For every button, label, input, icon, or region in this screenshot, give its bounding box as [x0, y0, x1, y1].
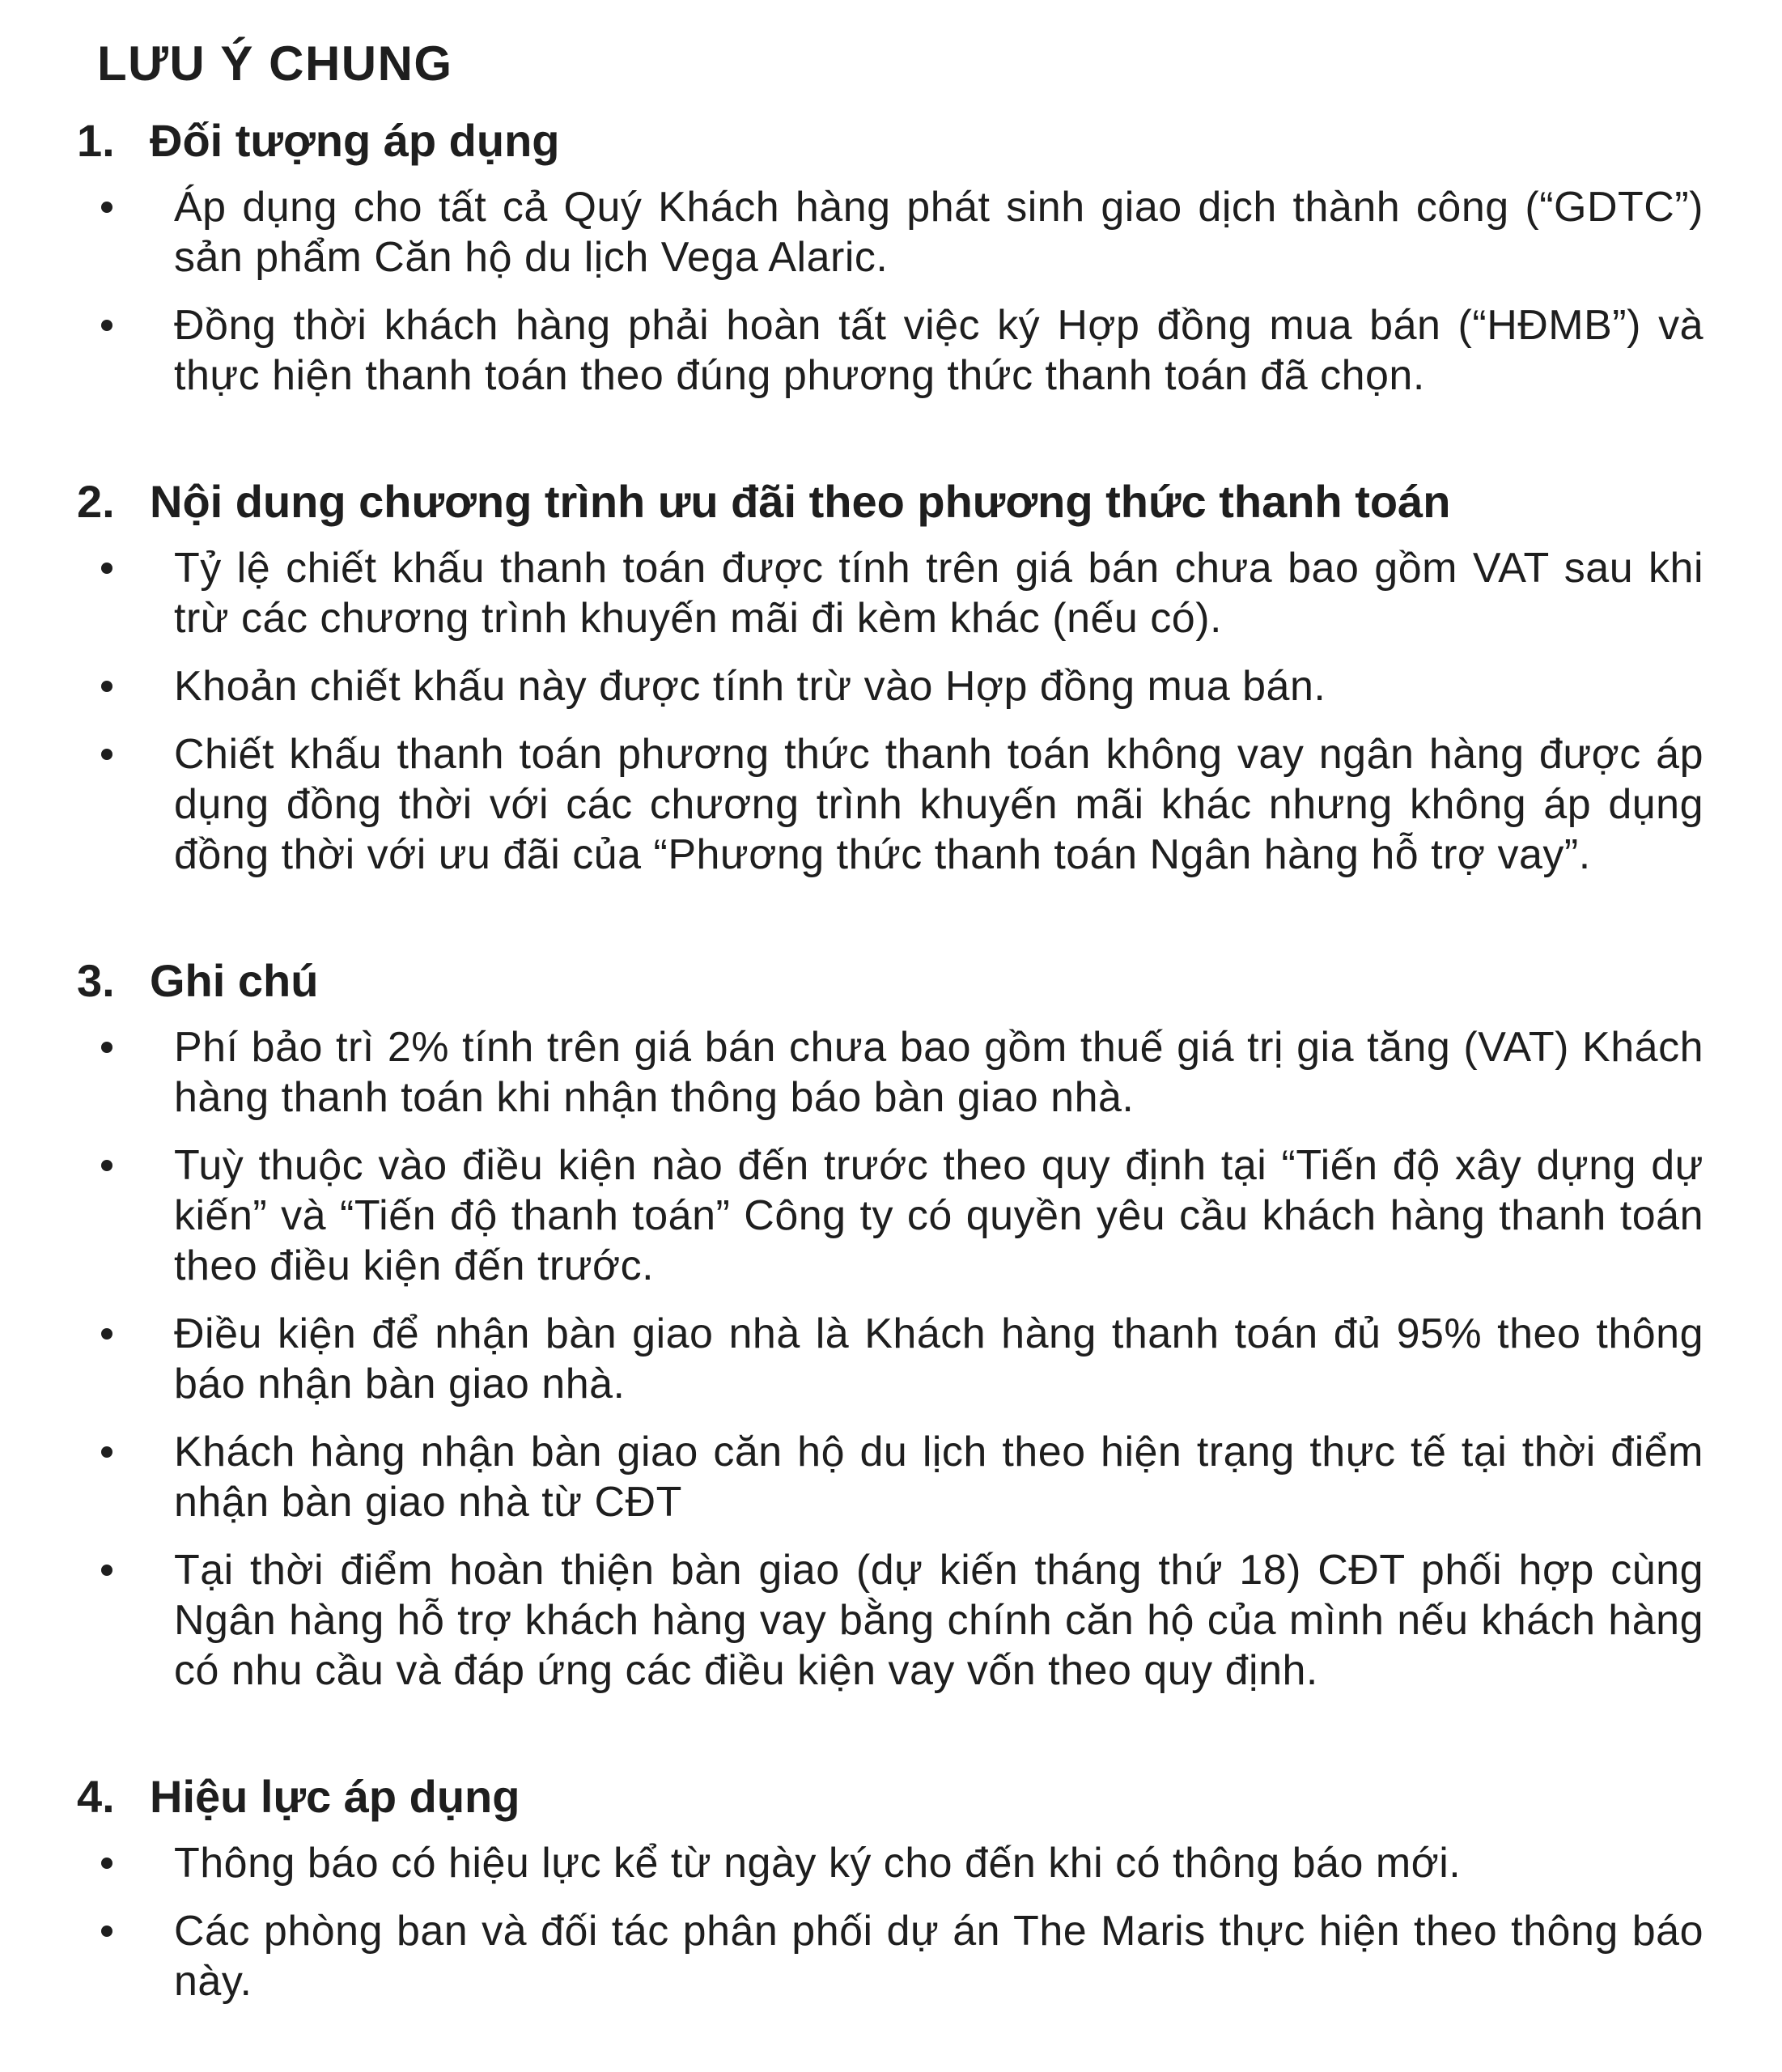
list-item — [101, 1906, 1705, 2006]
section-heading-text: Hiệu lực áp dụng — [150, 1771, 520, 1823]
bullet-text: Thông báo có hiệu lực kể từ ngày ký cho đến khi có thông báo mới. — [174, 1840, 1462, 1887]
page-title: LƯU Ý CHUNG — [97, 36, 453, 91]
list-item — [101, 1140, 1705, 1291]
list-item — [101, 1309, 1705, 1409]
bullet-text: Chiết khấu thanh toán phương thức thanh toán không vay ngân hàng được áp dụng đồng thời với các chương trình khuyến mãi khác nhưng không áp dụng đồng thời với ưu đãi của “Phương thức thanh toán Ngân hàng hỗ trợ vay”. — [174, 731, 1704, 879]
bullet-text: Điều kiện để nhận bàn giao nhà là Khách hàng thanh toán đủ 95% theo thông báo nhận bàn giao nhà. — [174, 1310, 1704, 1408]
bullet-text: Các phòng ban và đối tác phân phối dự án The Maris thực hiện theo thông báo này. — [174, 1908, 1704, 2006]
section-heading-text: Ghi chú — [150, 955, 319, 1007]
bullet-icon — [101, 563, 112, 574]
list-item — [101, 661, 1705, 711]
section-doi-tuong-ap-dung — [77, 114, 1705, 401]
bullet-icon — [101, 1328, 112, 1340]
bullet-text: Áp dụng cho tất cả Quý Khách hàng phát sinh giao dịch thành công (“GDTC”) sản phẩm Căn hộ du lịch Vega Alaric. — [174, 184, 1704, 282]
section-noi-dung-chuong-trinh — [77, 475, 1705, 880]
list-item — [101, 182, 1705, 282]
section-hieu-luc-ap-dung — [77, 1770, 1705, 2006]
bullet-text: Khách hàng nhận bàn giao căn hộ du lịch theo hiện trạng thực tế tại thời điểm nhận bàn giao nhà từ CĐT — [174, 1429, 1704, 1526]
section-number: 2. — [77, 476, 115, 528]
list-item — [101, 1022, 1705, 1123]
bullet-text: Đồng thời khách hàng phải hoàn tất việc ký Hợp đồng mua bán (“HĐMB”) và thực hiện thanh toán theo đúng phương thức thanh toán đã chọn. — [174, 302, 1704, 400]
bullet-icon — [101, 681, 112, 692]
list-item — [101, 1545, 1705, 1696]
list-item — [101, 1427, 1705, 1527]
section-heading — [77, 475, 1705, 529]
section-heading — [77, 1770, 1705, 1824]
list-item — [101, 729, 1705, 880]
section-ghi-chu — [77, 954, 1705, 1696]
bullet-text: Tỷ lệ chiết khấu thanh toán được tính trên giá bán chưa bao gồm VAT sau khi trừ các chương trình khuyến mãi đi kèm khác (nếu có). — [174, 545, 1704, 643]
bullet-icon — [101, 1160, 112, 1171]
bullet-icon — [101, 1042, 112, 1053]
bullet-text: Tuỳ thuộc vào điều kiện nào đến trước theo quy định tại “Tiến độ xây dựng dự kiến” và “Tiến độ thanh toán” Công ty có quyền yêu cầu khách hàng thanh toán theo điều kiện đến trước. — [174, 1142, 1704, 1290]
bullet-text: Phí bảo trì 2% tính trên giá bán chưa bao gồm thuế giá trị gia tăng (VAT) Khách hàng thanh toán khi nhận thông báo bàn giao nhà. — [174, 1024, 1704, 1122]
list-item — [101, 543, 1705, 643]
section-heading — [77, 114, 1705, 168]
section-number: 1. — [77, 115, 115, 166]
section-heading-text: Nội dung chương trình ưu đãi theo phương thức thanh toán — [150, 476, 1451, 528]
bullet-icon — [101, 320, 112, 331]
bullet-icon — [101, 749, 112, 760]
bullet-icon — [101, 202, 112, 213]
bullet-text: Khoản chiết khấu này được tính trừ vào Hợp đồng mua bán. — [174, 663, 1326, 711]
bullet-icon — [101, 1446, 112, 1458]
bullet-text: Tại thời điểm hoàn thiện bàn giao (dự kiến tháng thứ 18) CĐT phối hợp cùng Ngân hàng hỗ trợ khách hàng vay bằng chính căn hộ của mình nếu khách hàng có nhu cầu và đáp ứng các điều kiện vay vốn theo quy định. — [174, 1547, 1704, 1695]
section-heading-text: Đối tượng áp dụng — [150, 115, 560, 166]
section-number: 4. — [77, 1771, 115, 1823]
list-item — [101, 300, 1705, 401]
section-heading — [77, 954, 1705, 1008]
bullet-icon — [101, 1565, 112, 1576]
list-item — [101, 1838, 1705, 1888]
bullet-icon — [101, 1858, 112, 1869]
bullet-icon — [101, 1926, 112, 1937]
section-number: 3. — [77, 955, 115, 1007]
